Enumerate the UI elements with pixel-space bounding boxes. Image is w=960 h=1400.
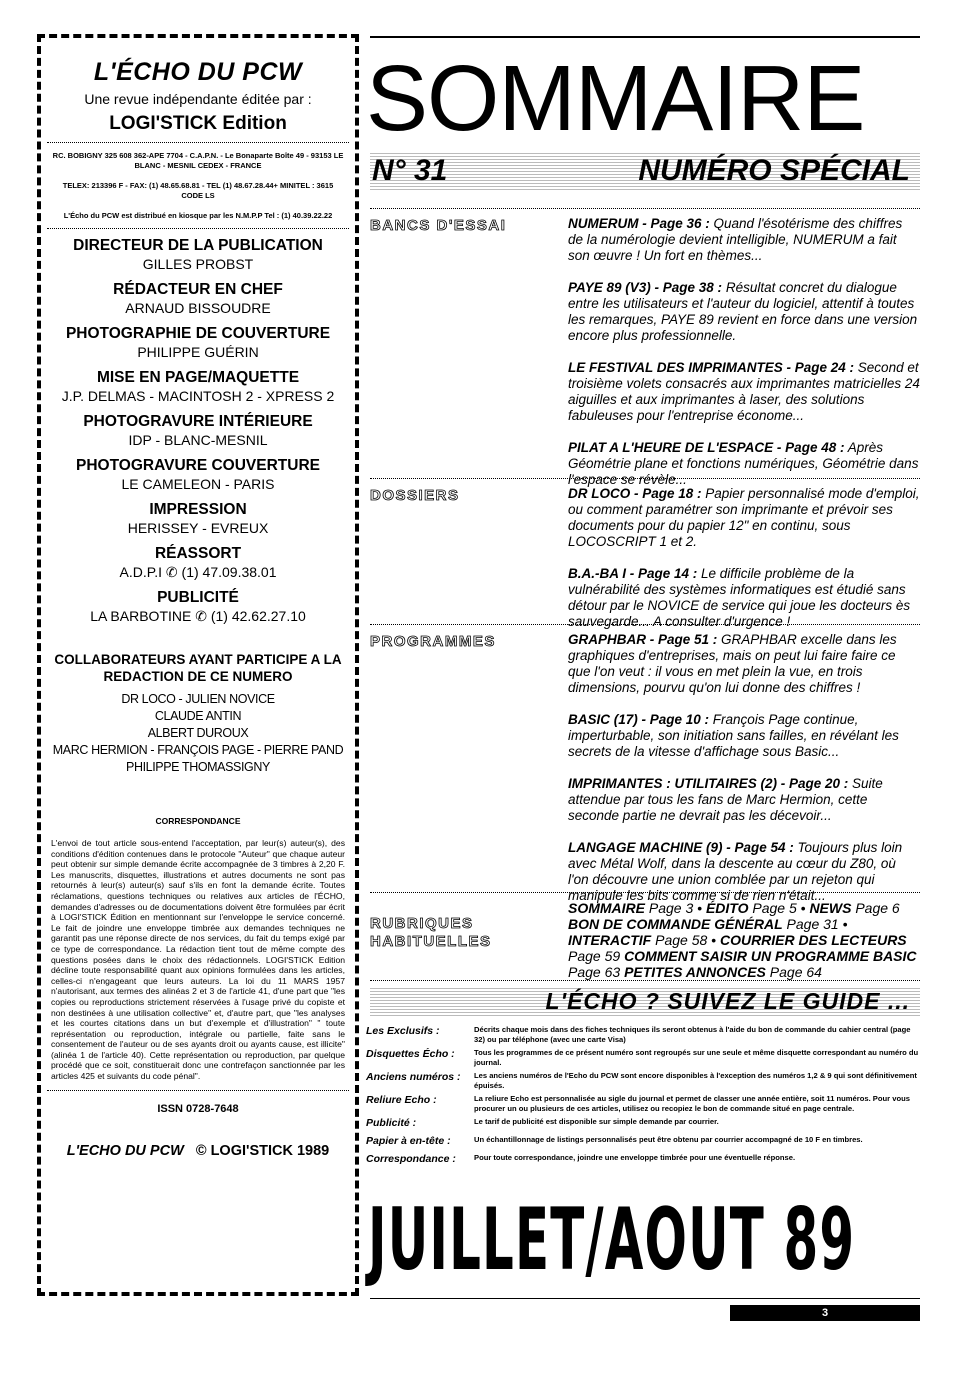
credit-item — [41, 281, 355, 317]
info-label: Papier à en-tête : — [366, 1135, 451, 1147]
section-label-line2: HABITUELLES — [370, 933, 492, 950]
info-text: Un échantillonnage de listings personnalisés peut être obtenu par courrier accompagné de 10 F en timbres. — [474, 1135, 863, 1144]
toc-entry[interactable] — [568, 360, 920, 424]
correspondance-text: L'envoi de tout article sous-entend l'acceptation, par leur(s) auteur(s), des conditions d'édition contenues dans le protocole "Auteur" que chaque auteur peut obtenir sur simple demande écrite accompagnée de 3 timbres à 2,20 F. Les manuscrits, disquettes, illustrations et autres documents ne sont pas retournés à leur(s) auteur(s) sauf s'ils en font la demande écrite. Toutes réclamations, questions techniques ou relatives aux articles de l'ÉCHO, demandes d'adresses ou de documentations doivent être formulées par écrit à LOGI'STICK Édition en mentionnant sur l'enveloppe le service concerné. Le fait de joindre une enveloppe timbrée aux demandes techniques ne garantit pas une réponse directe de nos services, du fait du temps exigé par ce type de correspondance. La rédaction tient tout de même compte des questions posées dans le choix des rédactionnels. LOGI'STICK Edition décline toute responsabilité quant aux opinions formulées dans les articles, celles-ci n'engageant que leurs auteurs. La loi du 11 MARS 1957 n'autorisant, aux termes des alinéas 2 et 3 de l'article 41, d'une part que "les copies ou reproductions strictement réservées à l'usage privé du copiste et non destinées à une utilisation collective" et, d'autre part, que "les analyses et les courtes citations dans un but d'exemple et d'illustration" " toute représentation ou reproduction, intégrale ou partielle, faite sans le consentement de l'auteur ou de ses ayants droit ou ayants cause, est illicite" (alinéa 1 de l'article 40). Cette représentation ou reproduction, par quelque procédé que ce soit, constituerait donc une contrefaçon sanctionnée par les articles 425 et suivants du code pénal". — [51, 838, 345, 1082]
credit-name: LA BARBOTINE ✆ (1) 42.62.27.10 — [90, 608, 306, 624]
issn: ISSN 0728-7648 — [157, 1102, 239, 1115]
rubrique-page: Page 63 — [568, 964, 625, 980]
credit-name: IDP - BLANC-MESNIL — [128, 432, 268, 448]
credit-name: ARNAUD BISSOUDRE — [125, 300, 271, 316]
rubrique-head[interactable]: SOMMAIRE — [568, 900, 645, 916]
correspondance-title: CORRESPONDANCE — [155, 816, 241, 826]
credit-title: DIRECTEUR DE LA PUBLICATION — [73, 237, 323, 254]
bottom-rule — [370, 1298, 920, 1299]
info-text: Les anciens numéros de l'Echo du PCW sont encore disponibles à l'exception des numéros 1,2 & 9 qui sont définitivement épuisés. — [474, 1071, 917, 1090]
contact-line: TELEX: 213396 F - FAX: (1) 48.65.68.81 - TEL (1) 48.67.28.44+ MINITEL : 3615 CODE LS — [62, 181, 334, 200]
rubrique-page: Page 31 • — [782, 916, 848, 932]
rubrique-page: Page 3 • — [645, 900, 706, 916]
guide-divider-wrap — [370, 980, 920, 981]
credit-title: PUBLICITÉ — [157, 589, 239, 606]
credit-item — [41, 413, 355, 449]
magazine-title: L'ÉCHO DU PCW — [93, 58, 303, 86]
entry-list — [568, 632, 920, 920]
rubrique-page: Page 59 — [568, 948, 625, 964]
credit-item — [41, 369, 355, 405]
credits-list — [41, 237, 355, 625]
section-bancs-essai — [370, 208, 920, 487]
toc-entry[interactable] — [568, 486, 920, 550]
guide-banner — [370, 988, 920, 1016]
credit-item — [41, 237, 355, 273]
toc-entry[interactable] — [568, 440, 920, 488]
entry-head: PAYE 89 (V3) - Page 38 : — [568, 280, 723, 295]
address-line: RC. BOBIGNY 325 608 362-APE 7704 - C.A.P.N. - Le Bonaparte Boîte 49 - 93153 LE BLANC - MESNIL CEDEX - FRANCE — [52, 151, 344, 170]
entry-head: B.A.-BA I - Page 14 : — [568, 566, 698, 581]
credit-title: IMPRESSION — [149, 501, 247, 518]
toc-entry[interactable] — [568, 566, 920, 630]
rubrique-head[interactable]: INTERACTIF — [568, 932, 652, 948]
info-row — [366, 1153, 922, 1167]
entry-text: François Page continue, imperturbable, son initiation sans failles, en révélant les secrets de la vitesse d'affichage sous Basic... — [568, 712, 899, 759]
rubrique-head[interactable]: PETITES ANNONCES — [624, 964, 766, 980]
entry-head: NUMERUM - Page 36 : — [568, 216, 710, 231]
footer-credit — [41, 1143, 355, 1159]
credit-title: RÉASSORT — [154, 545, 242, 562]
info-text: Décrits chaque mois dans des fiches techniques ils seront obtenus à l'aide du bon de commande du cahier central (page 32) ou par téléphone (avec une carte Visa) — [474, 1025, 911, 1044]
collaborator-name: PHILIPPE THOMASSIGNY — [126, 760, 270, 774]
credit-title: PHOTOGRAVURE INTÉRIEURE — [83, 413, 313, 430]
toc-entry[interactable] — [568, 216, 920, 264]
rubrique-head[interactable]: COURRIER DES LECTEURS — [719, 932, 907, 948]
info-text: Pour toute correspondance, joindre une enveloppe timbrée pour une éventuelle réponse. — [474, 1153, 796, 1162]
rubriques-list — [568, 900, 920, 980]
info-label: Correspondance : — [366, 1153, 456, 1165]
credit-item — [41, 325, 355, 361]
info-row — [366, 1025, 922, 1044]
section-programmes — [370, 624, 920, 903]
info-row — [366, 1048, 922, 1067]
collaborator-name: ALBERT DUROUX — [147, 726, 249, 740]
collaborator-name: DR LOCO - JULIEN NOVICE — [121, 692, 275, 706]
entry-list — [568, 216, 920, 504]
entry-text: Quand l'ésotérisme des chiffres de la numérologie devient intelligible, NUMERUM a fait son œuvre ! Un fort en thèmes... — [568, 216, 903, 263]
footer-copyright: © LOGI'STICK 1989 — [195, 1142, 330, 1159]
page-title: SOMMAIRE — [366, 46, 865, 150]
entry-text: Après Géométrie plane et fonctions numériques, Géométrie dans l'espace se révèle... — [568, 440, 919, 487]
info-text: Tous les programmes de ce présent numéro sont regroupés sur une seule et même disquette correspondant au numéro du journal. — [474, 1048, 919, 1067]
guide-title: L'ÉCHO ? SUIVEZ LE GUIDE ... — [545, 988, 910, 1014]
entry-text: Toujours plus loin avec Métal Wolf, dans la descente au cœur du Z80, où l'on découvre une union comblée par un rejeton qui manipule les bits comme si de rien n'était... — [568, 840, 903, 903]
info-row — [366, 1135, 922, 1149]
divider — [47, 1090, 349, 1091]
address-block — [41, 143, 355, 221]
staff-box — [37, 34, 359, 1296]
top-rule — [370, 36, 920, 38]
entry-text: GRAPHBAR excelle dans les graphiques d'entreprises, mais on peut lui faire faire ce que l'on veut : il vous en met plein la vue, en trois dimensions, pourvu qu'on lui donne des chiffres ! — [568, 632, 897, 695]
credit-name: PHILIPPE GUÉRIN — [137, 344, 259, 360]
credit-title: MISE EN PAGE/MAQUETTE — [96, 369, 300, 386]
special-issue-label: NUMÉRO SPÉCIAL — [638, 154, 910, 187]
entry-text: Suite attendue par tous les fans de Marc Hermion, cette seconde partie ne devrait pas les décevoir... — [568, 776, 883, 823]
credit-item — [41, 589, 355, 625]
entry-list — [568, 486, 920, 646]
info-label: Reliure Echo : — [366, 1094, 437, 1106]
info-row — [366, 1094, 922, 1113]
credit-name: GILLES PROBST — [142, 256, 254, 272]
entry-head: PILAT A L'HEURE DE L'ESPACE - Page 48 : — [568, 440, 845, 455]
entry-text: Le difficile problème de la vulnérabilité des systèmes informatiques est étudié sans détour par le NOVICE de service qui joue les docteurs ès sauvegarde... A consulter d'urgence ! — [568, 566, 911, 629]
section-dossiers — [370, 478, 920, 629]
credit-item — [41, 545, 355, 581]
credit-title: PHOTOGRAVURE COUVERTURE — [75, 457, 320, 474]
rubrique-head[interactable]: COMMENT SAISIR UN PROGRAMME BASIC — [624, 948, 917, 964]
footer-magazine: L'ECHO DU PCW — [66, 1142, 184, 1159]
section-rubriques — [370, 892, 920, 980]
distribution-line: L'Écho du PCW est distribué en kiosque par les N.M.P.P Tel : (1) 40.39.22.22 — [63, 211, 333, 220]
entry-head: LE FESTIVAL DES IMPRIMANTES - Page 24 : — [568, 360, 855, 375]
divider — [370, 478, 920, 479]
info-label: Les Exclusifs : — [366, 1025, 440, 1037]
entry-head: BASIC (17) - Page 10 : — [568, 712, 710, 727]
divider — [47, 228, 349, 229]
divider — [370, 980, 920, 981]
collaborator-name: MARC HERMION - FRANÇOIS PAGE - PIERRE PAND — [52, 743, 344, 757]
rubrique-page: Page 64 — [765, 964, 822, 980]
collaborator-name: CLAUDE ANTIN — [154, 709, 242, 723]
credit-title: RÉDACTEUR EN CHEF — [113, 281, 283, 298]
collaborators-title: COLLABORATEURS AYANT PARTICIPE A LA REDACTION DE CE NUMERO — [54, 652, 342, 684]
entry-text: Papier personnalisé mode d'emploi, ou comment paramétrer son imprimante et prévoir ses documents pour du papier 12" en continu, sous LOCOSCRIPT 1 et 2. — [568, 486, 920, 549]
issue-banner — [370, 152, 920, 190]
divider — [370, 624, 920, 625]
publisher-name: LOGI'STICK Edition — [109, 113, 287, 134]
credit-item — [41, 457, 355, 493]
credit-name: J.P. DELMAS - MACINTOSH 2 - XPRESS 2 — [61, 388, 335, 404]
credit-title: PHOTOGRAPHIE DE COUVERTURE — [65, 325, 331, 342]
entry-head: GRAPHBAR - Page 51 : — [568, 632, 718, 647]
toc-entry[interactable] — [568, 712, 920, 760]
entry-head: IMPRIMANTES : UTILITAIRES (2) - Page 20 : — [568, 776, 849, 791]
entry-text: Second et troisième volets consacrés aux imprimantes matricielles 24 aiguilles et aux imprimantes à laser, des solutions fabuleuses pour l'entreprise économe... — [568, 360, 920, 423]
info-label: Disquettes Écho : — [366, 1048, 455, 1060]
entry-text: Résultat concret du dialogue entre les utilisateurs et l'auteur du logiciel, attentif à toutes les remarques, PAYE 89 revient en force dans une version encore plus professionnelle. — [568, 280, 918, 343]
masthead — [41, 38, 355, 135]
masthead-subtitle: Une revue indépendante éditée par : — [84, 91, 312, 107]
rubrique-head[interactable]: ÉDITO — [705, 900, 749, 916]
divider — [370, 208, 920, 209]
entry-head: LANGAGE MACHINE (9) - Page 54 : — [568, 840, 794, 855]
section-label-line1: RUBRIQUES — [370, 915, 474, 932]
info-text: Le tarif de publicité est disponible sur simple demande par courrier. — [474, 1117, 719, 1126]
section-label: PROGRAMMES — [370, 633, 496, 650]
toc-entry[interactable] — [568, 632, 920, 696]
section-label: DOSSIERS — [370, 487, 460, 504]
info-row — [366, 1071, 922, 1090]
credit-name: A.D.P.I ✆ (1) 47.09.38.01 — [119, 564, 277, 580]
rubrique-page: Page 58 • — [651, 932, 720, 948]
credit-name: LE CAMELEON - PARIS — [121, 476, 275, 492]
rubrique-page: Page 5 • — [748, 900, 810, 916]
credit-item — [41, 501, 355, 537]
rubrique-head[interactable]: NEWS — [809, 900, 852, 916]
info-row — [366, 1117, 922, 1131]
collaborators-list — [41, 691, 355, 776]
toc-entry[interactable] — [568, 776, 920, 824]
info-text: La reliure Echo est personnalisée au sigle du journal et permet de classer une année entière, soit 11 numéros. Pour vous procurer un ou plusieurs de ces articles, utilisez ou recopiez le bon de commande situé en page centrale. — [474, 1094, 910, 1113]
issue-date: JUILLET/AOUT 89 — [368, 1190, 856, 1290]
info-label: Anciens numéros : — [366, 1071, 461, 1083]
page-number: 3 — [730, 1305, 920, 1321]
section-label: BANCS D'ESSAI — [370, 217, 507, 234]
toc-entry[interactable] — [568, 840, 920, 904]
rubrique-page: Page 6 — [851, 900, 900, 916]
guide-info-list — [366, 1025, 922, 1171]
credit-name: HERISSEY - EVREUX — [127, 520, 269, 536]
rubrique-head[interactable]: BON DE COMMANDE GÉNÉRAL — [568, 916, 783, 932]
entry-head: DR LOCO - Page 18 : — [568, 486, 702, 501]
toc-entry[interactable] — [568, 280, 920, 344]
info-label: Publicité : — [366, 1117, 417, 1129]
issue-number: N° 31 — [372, 154, 448, 187]
divider — [370, 892, 920, 893]
